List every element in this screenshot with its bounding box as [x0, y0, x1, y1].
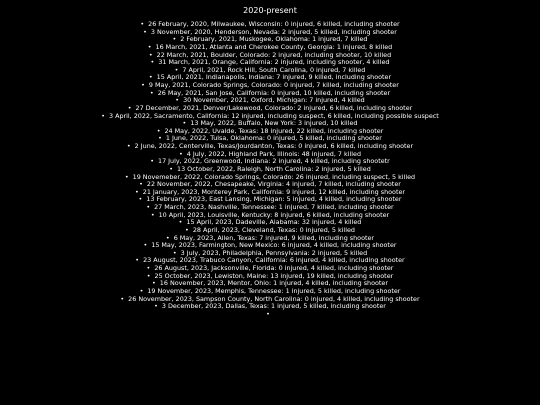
bullet-icon: • — [124, 172, 129, 181]
list-item-text: 21 January, 2023, Monterey Park, California: 9 injured, 12 killed, including shooter — [142, 187, 406, 196]
bullet-icon: • — [158, 134, 162, 143]
list-item-text: 27 December, 2021, Denver/Lakewood, Colorado: 2 injured, 6 killed, including shooter — [135, 103, 413, 112]
bullet-icon: • — [127, 103, 132, 112]
bullet-icon: • — [169, 164, 173, 173]
list-item-text: 2 June, 2022, Centerville, Texas/Jourdanton, Texas: 0 injured, 6 killed, including shooter — [134, 142, 414, 150]
list-item-text: 15 May, 2023, Farmington, New Mexico: 6 injured, 4 killed, including shooter — [151, 241, 397, 250]
bullet-icon: • — [152, 279, 156, 288]
list-item-text: 15 April, 2021, Indianapolis, Indiana: 7 injured, 9 killed, including shooter — [156, 73, 392, 82]
bullet-icon: • — [185, 225, 189, 234]
bullet-icon: • — [140, 20, 145, 28]
bullet-icon: • — [126, 142, 131, 150]
bullet-icon: • — [165, 233, 170, 242]
list-item-text: 28 April, 2023, Cleveland, Texas: 0 injured, 5 killed — [192, 225, 355, 234]
list-item-text: 27 March, 2023, Nashville, Tennessee: 1 injured, 7 killed, including shooter — [154, 203, 394, 211]
bullet-icon: • — [150, 157, 154, 166]
list-item — [0, 311, 540, 319]
bullet-icon: • — [172, 35, 177, 44]
bullet-icon: • — [182, 119, 187, 128]
bullet-icon: • — [148, 73, 153, 82]
list-item — [0, 303, 540, 311]
bullet-icon: • — [150, 58, 155, 67]
list-item-text: 3 November, 2020, Henderson, Nevada: 2 injured, 5 killed, including shooter — [150, 27, 397, 36]
bullet-icon: • — [139, 180, 143, 189]
bullet-icon: • — [143, 241, 148, 250]
list-item-text: 1 June, 2022, Tulsa, Oklahoma: 0 injured, 5 killed, including shooter — [165, 134, 382, 143]
list-item-text: 22 March, 2021, Boulder, Colorado: 2 injured, including shooter, 10 killed — [156, 50, 392, 59]
list-item-text: 3 December, 2023, Dallas, Texas: 1 injured, 5 killed, including shooter — [161, 302, 386, 311]
bullet-icon: • — [134, 187, 139, 196]
list-item-text: 13 May, 2022, Buffalo, New York: 3 injured, 10 killed — [190, 119, 358, 128]
bullet-icon: • — [146, 264, 151, 272]
list-item-text: 2 February, 2021, Muskogee, Oklahoma: 1 injured, 7 killed — [180, 35, 368, 44]
list-item-text: 13 October, 2022, Raleigh, North Carolina: 2 injured, 5 killed — [177, 164, 371, 173]
bullet-icon: • — [146, 271, 151, 280]
bullet-icon: • — [101, 111, 105, 120]
list-item-text: 22 November, 2022, Chesapeake, Virginia: 4 injured, 7 killed, including shooter — [146, 180, 401, 189]
list-item-text: 17 July, 2022, Greenwood, Indiana: 2 injured, 4 killed, including shootetr — [158, 157, 390, 166]
bullet-icon: • — [149, 88, 154, 97]
bullet-icon: • — [156, 126, 161, 135]
bullet-icon: • — [266, 309, 270, 318]
bullet-icon: • — [143, 27, 147, 36]
section-heading: 2020-present — [243, 6, 297, 15]
list-item-text: 3 April, 2022, Sacramento, California: 12 injured, including suspect, 6 killed, including possible suspect — [108, 111, 439, 120]
list-item-text: 25 October, 2023, Lewiston, Maine: 13 injured, 19 killed, including shooter — [154, 271, 394, 280]
list-item-text: 10 April, 2023, Louisville, Kentucky: 8 injured, 6 killed, including shooter — [158, 210, 390, 219]
list-item-text: 26 May, 2021, San Jose, California: 0 injured, 10 killed, including shooter — [157, 88, 391, 97]
bullet-icon: • — [154, 302, 158, 311]
list-item-text: 26 February, 2020, Milwaukee, Wisconsin: 0 injured, 6 killed, including shooter — [148, 20, 400, 28]
list-item-text: 7 April, 2021, Rock Hill, South Carolina, 0 injured, 7 killed — [182, 65, 366, 74]
bullet-icon: • — [172, 248, 177, 257]
list-item-text: 31 March, 2021, Orange, California: 2 injured, including shooter, 4 killed — [158, 58, 390, 67]
list-item-text: 3 July, 2023, Philadelphia, Pennsylvania: 2 injured, 5 killed — [180, 248, 368, 257]
list-item-text: 16 March, 2021, Atlanta and Cherokee County, Georgia: 1 injured, 8 killed — [155, 42, 393, 51]
list-item-text: 30 November, 2021, Oxford, Michigan: 7 injured, 4 killed — [183, 96, 365, 105]
list-item-text: 13 February, 2023, East Lansing, Michigan: 5 injured, 4 killed, including shooter — [146, 195, 402, 204]
list-item-text: 15 April, 2023, Dadeville, Alabama: 32 injured, 4 killed — [186, 218, 362, 227]
bullet-icon: • — [148, 50, 153, 59]
bullet-icon: • — [178, 218, 183, 227]
list-item-text: 4 July, 2022, Highland Park, Illinois: 48 injured, 7 killed — [186, 149, 362, 158]
list-item-text: 23 August, 2023, Trabuco Canyon, California: 6 injured, 4 killed, including shooter — [143, 256, 405, 265]
list-item-text: 26 August, 2023, Jacksonville, Florida: 0 injured, 4 killed, including shooter — [154, 264, 394, 272]
bullet-icon: • — [178, 149, 183, 158]
bullet-icon: • — [174, 65, 179, 74]
list-item-text: 26 November, 2023, Sampson County, North Carolina: 0 injured, 4 killed, including shooter — [128, 294, 420, 303]
bullet-icon: • — [147, 42, 152, 51]
list-item-text: 16 November, 2023, Mentor, Ohio: 1 injured, 4 killed, including shooter — [159, 279, 388, 288]
bullet-icon: • — [135, 256, 140, 265]
bullet-icon: • — [138, 195, 143, 204]
bullet-icon: • — [120, 294, 125, 303]
list-item-text: 9 May, 2021, Colorado Springs, Colorado: 0 injured, 7 killed, including shooter — [148, 81, 399, 89]
bullet-icon: • — [139, 286, 144, 295]
list-item-text: 19 Novemeber, 2022, Colorado Springs, Colorado: 26 injured, including suspect, 5 killed — [132, 172, 416, 181]
bullet-icon: • — [141, 81, 145, 89]
bullet-icon: • — [146, 203, 151, 211]
list-item-text: 24 May, 2022, Uvalde, Texas: 18 injured, 22 killed, including shooter — [164, 126, 384, 135]
bullet-icon: • — [175, 96, 180, 105]
incident-list — [0, 21, 540, 318]
list-item-text: 6 May, 2023, Allen, Texas: 7 injured, 9 killed, including shooter — [173, 233, 375, 242]
bullet-icon: • — [150, 210, 155, 219]
list-item-text: 19 November, 2023, Memphis, Tennessee: 1 injured, 5 killed, including shooter — [147, 286, 401, 295]
